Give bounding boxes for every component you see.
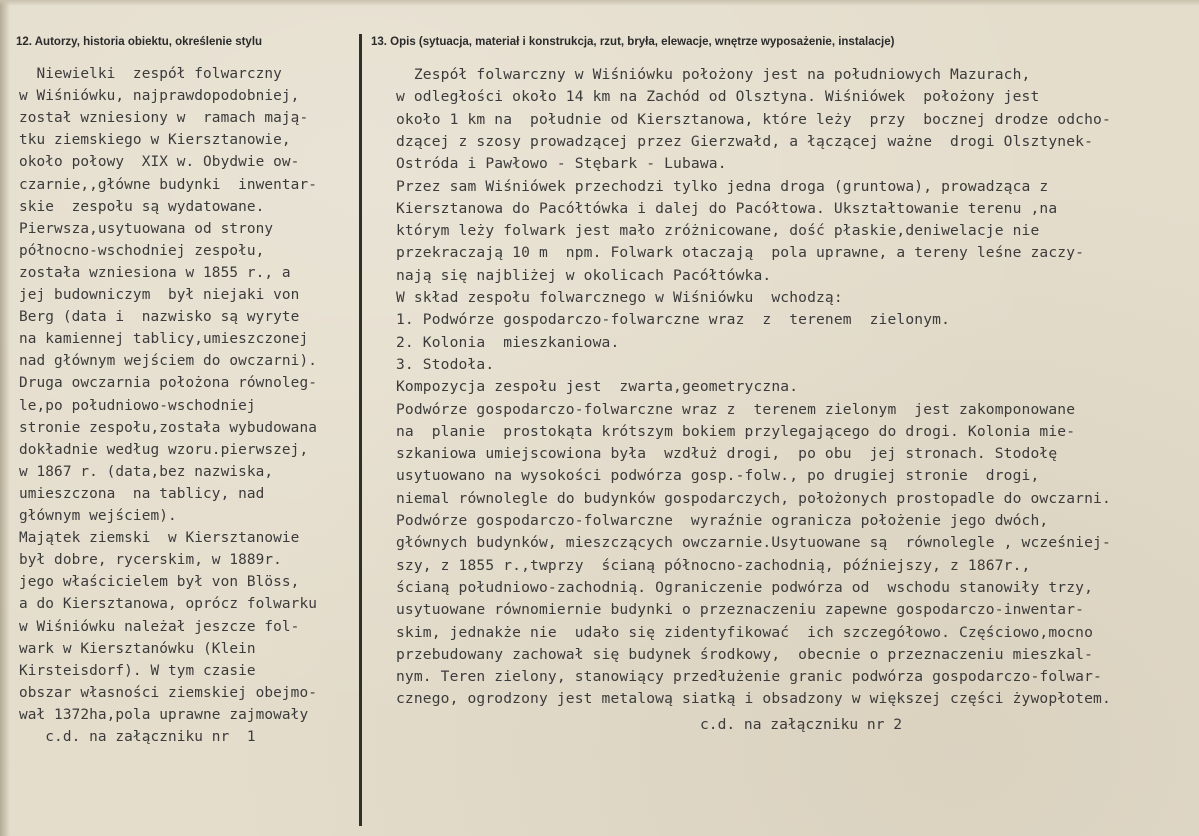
- history-line: nad głównym wejściem do owczarni).: [19, 353, 317, 370]
- description-line: głównych budynków, mieszczących owczarnie.Usytuowane są równolegle , wcześniej-: [396, 534, 1111, 552]
- history-line: wark w Kiersztanówku (Klein: [19, 640, 256, 657]
- description-line: 3. Stodoła.: [396, 355, 495, 373]
- section-13-heading: 13. Opis (sytuacja, materiał i konstrukcja, rzut, bryła, elewacje, wnętrze wyposażenie, instalacje): [371, 36, 895, 48]
- description-line: nym. Teren zielony, stanowiący przedłużenie granic podwórza gospodarczo-folwar-: [396, 668, 1102, 686]
- description-line: przekraczają 10 m npm. Folwark otaczają pola uprawne, a tereny leśne zaczy-: [396, 244, 1085, 262]
- history-line: Kirsteisdorf). W tym czasie: [19, 662, 256, 679]
- description-line: szkaniowa umiejscowiona była wzdłuż drogi, po obu jej stronach. Stodołę: [396, 445, 1058, 463]
- history-line: a do Kiersztanowa, oprócz folwarku: [19, 596, 317, 613]
- description-line: Zespół folwarczny w Wiśniówku położony jest na południowych Mazurach,: [396, 66, 1031, 83]
- history-line: w Wiśniówku, najprawdopodobniej,: [19, 88, 300, 105]
- description-line: ścianą południowo-zachodnią. Ograniczenie podwórza od wschodu stanowiły trzy,: [396, 578, 1094, 596]
- history-line: jej budowniczym był niejaki von: [19, 287, 300, 303]
- history-line: Druga owczarnia położona równoleg-: [19, 375, 317, 392]
- history-line: Niewielki zespół folwarczny: [19, 66, 282, 82]
- history-line: umieszczona na tablicy, nad: [19, 485, 265, 502]
- description-line: którym leży folwark jest mało zróżnicowane, dość płaskie,deniwelacje nie: [396, 222, 1040, 240]
- description-line: Przez sam Wiśniówek przechodzi tylko jedna droga (gruntowa), prowadząca z: [396, 177, 1049, 195]
- history-line: został wzniesiony w ramach mają-: [19, 110, 309, 127]
- history-line: skie zespołu są wydatowane.: [19, 198, 265, 215]
- description-line: nają się najbliżej w okolicach Pacółtówka.: [396, 266, 772, 284]
- description-line: w odległości około 14 km na Zachód od Olsztyna. Wiśniówek położony jest: [396, 88, 1040, 106]
- history-line: na kamiennej tablicy,umieszczonej: [19, 331, 309, 348]
- description-line: na planie prostokąta krótszym bokiem przylegającego do drogi. Kolonia mie-: [396, 422, 1076, 440]
- description-line: 2. Kolonia mieszkaniowa.: [396, 333, 620, 351]
- history-line: została wzniesiona w 1855 r., a: [19, 264, 291, 281]
- history-line: le,po południowo-wschodniej: [19, 397, 256, 414]
- description-line: W skład zespołu folwarcznego w Wiśniówku wchodzą:: [396, 289, 843, 306]
- history-line: w Wiśniówku należał jeszcze fol-: [19, 618, 300, 635]
- history-line: stronie zespołu,została wybudowana: [19, 419, 317, 436]
- description-line: około 1 km na południe od Kiersztanowa, które leży przy bocznej drodze odcho-: [396, 110, 1111, 128]
- description-line: przebudowany zachował się budynek środkowy, obecnie o przeznaczeniu mieszkal-: [396, 645, 1094, 663]
- paper-top-shadow: [0, 0, 1199, 6]
- description-line: Podwórze gospodarczo-folwarczne wraz z terenem zielonym jest zakomponowane: [396, 400, 1076, 418]
- history-line: wał 1372ha,pola uprawne zajmowały: [19, 706, 309, 723]
- history-line: Pierwsza,usytuowana od strony: [19, 220, 274, 237]
- description-line: dzącej z szosy prowadzącej przez Gierzwałd, a łączącej ważne drogi Olsztynek-: [396, 132, 1094, 150]
- description-line: niemal równolegle do budynków gospodarczych, położonych prostopadle do owczarni.: [396, 489, 1111, 507]
- description-line: skim, jednakże nie udało się zidentyfikować ich szczegółowo. Częściowo,mocno: [396, 623, 1094, 641]
- description-line: szy, z 1855 r.,twprzy ścianą północno-zachodnią, późniejszy, z 1867r.,: [396, 556, 1031, 574]
- column-divider: [359, 34, 362, 826]
- continuation-note-right: c.d. na załączniku nr 2: [700, 716, 903, 733]
- history-line: w 1867 r. (data,bez nazwiska,: [19, 463, 274, 480]
- history-line: północno-wschodniej zespołu,: [19, 242, 265, 259]
- history-line: obszar własności ziemskiej obejmo-: [19, 684, 317, 701]
- history-line: czarnie,,główne budynki inwentar-: [19, 176, 317, 193]
- paper-edge-shadow: [0, 0, 10, 836]
- description-line: Kompozycja zespołu jest zwarta,geometryczna.: [396, 378, 799, 396]
- description-line: cznego, ogrodzony jest metalową siatką i obsadzony w większej części żywopłotem.: [396, 690, 1111, 708]
- history-line: Berg (data i nazwisko są wyryte: [19, 309, 300, 326]
- history-line: był dobre, rycerskim, w 1889r.: [19, 552, 282, 569]
- history-line: około połowy XIX w. Obydwie ow-: [19, 154, 300, 171]
- description-line: Podwórze gospodarczo-folwarczne wyraźnie ogranicza położenie jego dwóch,: [396, 512, 1049, 529]
- history-line: jego właścicielem był von Blöss,: [19, 574, 300, 591]
- description-line: 1. Podwórze gospodarczo-folwarczne wraz z terenem zielonym.: [396, 311, 951, 329]
- description-line: usytuowane równomiernie budynki o przeznaczeniu zapewne gospodarczo-inwentar-: [396, 601, 1085, 619]
- continuation-note-left: c.d. na załączniku nr 1: [19, 729, 256, 745]
- history-line: tku ziemskiego w Kiersztanowie,: [19, 132, 291, 149]
- history-line: dokładnie według wzoru.pierwszej,: [19, 441, 309, 458]
- section-12-heading: 12. Autorzy, historia obiektu, określenie stylu: [16, 36, 263, 48]
- description-line: Kiersztanowa do Pacółtówka i dalej do Pacółtowa. Ukształtowanie terenu ,na: [396, 199, 1058, 217]
- history-line: głównym wejściem).: [19, 508, 177, 524]
- description-line: usytuowano na wysokości podwórza gosp.-folw., po drugiej stronie drogi,: [396, 467, 1040, 485]
- history-line: Majątek ziemski w Kiersztanowie: [19, 530, 300, 547]
- description-line: Ostróda i Pawłowo - Stębark - Lubawa.: [396, 155, 727, 173]
